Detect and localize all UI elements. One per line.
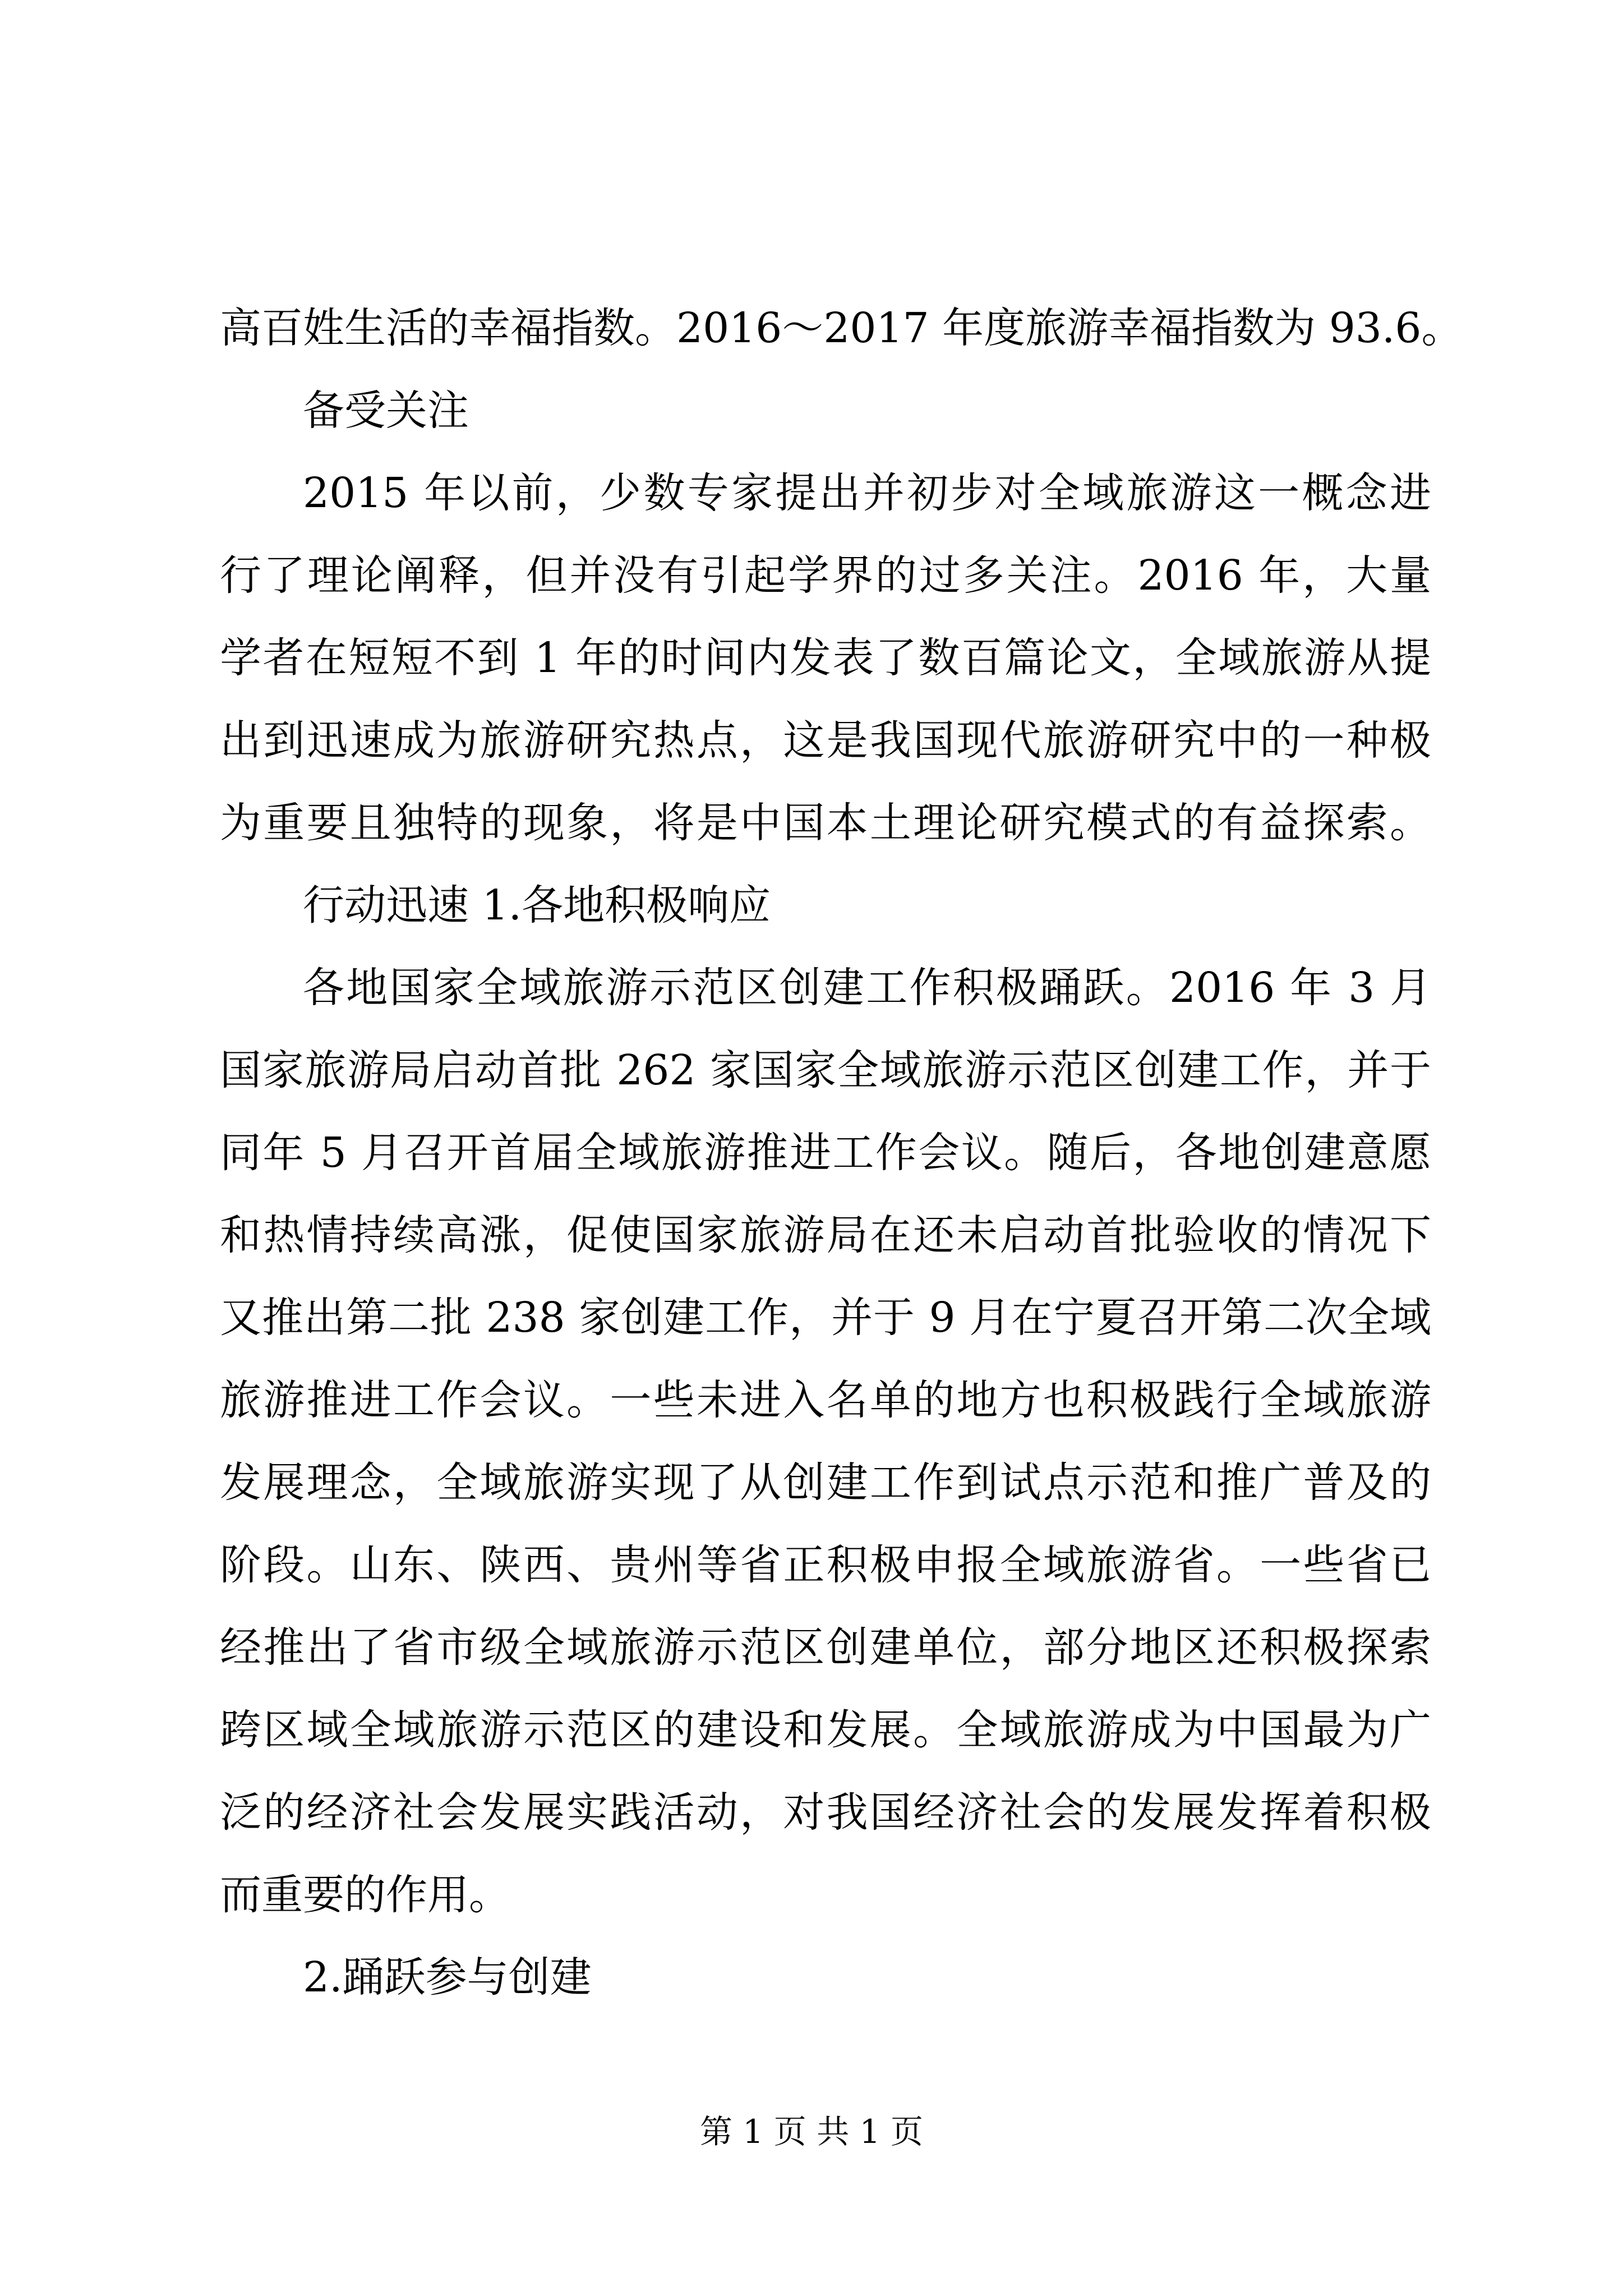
text-line: 学者在短短不到 1 年的时间内发表了数百篇论文，全域旅游从提 bbox=[220, 634, 1431, 682]
text-line: 泛的经济社会发展实践活动，对我国经济社会的发展发挥着积极 bbox=[220, 1788, 1431, 1837]
text-line: 高百姓生活的幸福指数。2016～2017 年度旅游幸福指数为 93.6。 bbox=[220, 304, 1463, 352]
text-line: 同年 5 月召开首届全域旅游推进工作会议。随后，各地创建意愿 bbox=[220, 1129, 1431, 1177]
text-line: 发展理念，全域旅游实现了从创建工作到试点示范和推广普及的 bbox=[220, 1458, 1431, 1507]
text-line: 2015 年以前，少数专家提出并初步对全域旅游这一概念进 bbox=[303, 469, 1431, 517]
section-heading: 行动迅速 1.各地积极响应 bbox=[303, 881, 771, 930]
text-line: 旅游推进工作会议。一些未进入名单的地方也积极践行全域旅游 bbox=[220, 1376, 1431, 1424]
text-line: 行了理论阐释，但并没有引起学界的过多关注。2016 年，大量 bbox=[220, 551, 1431, 600]
text-line: 经推出了省市级全域旅游示范区创建单位，部分地区还积极探索 bbox=[220, 1623, 1431, 1672]
text-line: 阶段。山东、陕西、贵州等省正积极申报全域旅游省。一些省已 bbox=[220, 1541, 1431, 1589]
text-line: 为重要且独特的现象，将是中国本土理论研究模式的有益探索。 bbox=[220, 799, 1431, 847]
section-heading: 2.踊跃参与创建 bbox=[303, 1953, 592, 2001]
text-line: 又推出第二批 238 家创建工作，并于 9 月在宁夏召开第二次全域 bbox=[220, 1294, 1431, 1342]
text-line: 出到迅速成为旅游研究热点，这是我国现代旅游研究中的一种极 bbox=[220, 716, 1431, 765]
text-line: 和热情持续高涨，促使国家旅游局在还未启动首批验收的情况下 bbox=[220, 1211, 1431, 1259]
page-number-footer: 第 1 页 共 1 页 bbox=[700, 2113, 923, 2151]
text-line: 各地国家全域旅游示范区创建工作积极踊跃。2016 年 3 月 bbox=[303, 964, 1431, 1012]
section-heading: 备受关注 bbox=[303, 386, 469, 435]
text-line: 跨区域全域旅游示范区的建设和发展。全域旅游成为中国最为广 bbox=[220, 1706, 1431, 1754]
text-line: 而重要的作用。 bbox=[220, 1871, 510, 1919]
text-line: 国家旅游局启动首批 262 家国家全域旅游示范区创建工作，并于 bbox=[220, 1046, 1431, 1094]
